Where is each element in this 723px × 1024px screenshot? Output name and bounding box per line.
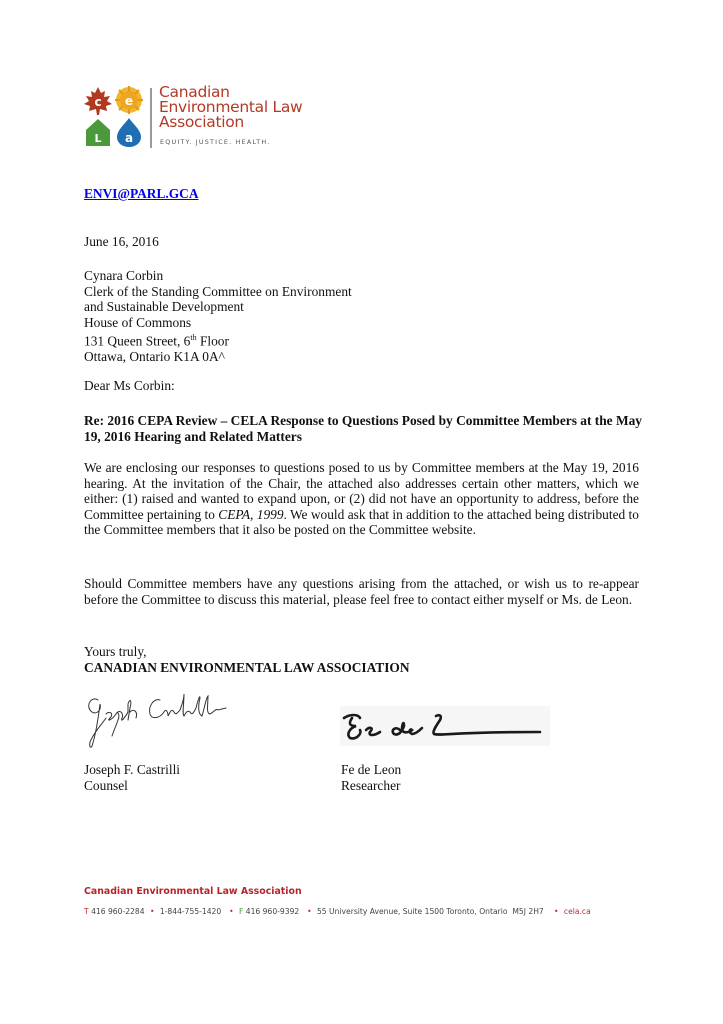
fax-label: F xyxy=(238,907,244,916)
phone-label: T xyxy=(84,907,89,916)
cela-logo xyxy=(84,83,324,152)
house-icon xyxy=(86,119,110,146)
recipient-city: Ottawa, Ontario K1A 0A^ xyxy=(84,349,225,365)
signature-castrilli xyxy=(84,690,254,752)
bullet-separator: • xyxy=(554,907,559,916)
bullet-separator: • xyxy=(149,907,155,916)
letter-date: June 16, 2016 xyxy=(84,234,159,249)
subject-line: Re: 2016 CEPA Review – CELA Response to Questions Posed by Committee Members at the May 19, 2016 Hearing and Related Matters xyxy=(84,413,642,444)
logo-line-1: Canadian xyxy=(159,83,230,101)
footer-fax: 416 960-9392 xyxy=(245,907,300,916)
recipient-org: House of Commons xyxy=(84,314,192,330)
footer-contact-line xyxy=(84,907,591,916)
logo-icons xyxy=(84,86,144,148)
signatory-title: Researcher xyxy=(341,777,401,793)
signatory-de-leon xyxy=(341,762,401,793)
footer-organization: Canadian Environmental Law Association xyxy=(84,886,302,897)
recipient-street: 131 Queen Street, 6th Floor xyxy=(84,333,229,349)
logo-wordmark xyxy=(159,85,302,130)
svg-text:a: a xyxy=(124,131,134,145)
signatory-name: Joseph F. Castrilli xyxy=(84,762,181,777)
logo-tagline: EQUITY. JUSTICE. HEALTH. xyxy=(160,138,271,146)
salutation: Dear Ms Corbin: xyxy=(84,378,175,393)
svg-text:L: L xyxy=(94,132,102,145)
signature-de-leon xyxy=(340,706,550,746)
logo-divider xyxy=(150,88,152,148)
recipient-title: Clerk of the Standing Committee on Environment xyxy=(84,283,352,299)
bullet-separator: • xyxy=(229,907,234,916)
closing: Yours truly, xyxy=(84,644,147,659)
footer-phone: 416 960-2284 xyxy=(91,907,145,916)
maple-leaf-icon xyxy=(84,87,112,115)
recipient-address xyxy=(84,268,352,365)
recipient-name: Cynara Corbin xyxy=(84,268,164,283)
footer-address: 55 University Avenue, Suite 1500 Toronto, Ontario M5J 2H7 xyxy=(316,907,544,916)
signatory-title: Counsel xyxy=(84,777,128,793)
signatory-castrilli xyxy=(84,762,180,793)
sun-icon xyxy=(115,86,143,114)
body-paragraph-2: Should Committee members have any questions arising from the attached, or wish us to re-appear before the Committee to discuss this material, please feel free to contact either myself or Ms. de Leon. xyxy=(84,576,639,607)
bullet-separator: • xyxy=(307,907,312,916)
svg-text:e: e xyxy=(124,94,134,108)
email-link[interactable]: ENVI@PARL.GCA xyxy=(84,186,199,201)
sender-organization: CANADIAN ENVIRONMENTAL LAW ASSOCIATION xyxy=(84,659,410,675)
footer-tollfree: 1-844-755-1420 xyxy=(159,907,222,916)
water-drop-icon xyxy=(117,118,141,147)
recipient-title-cont: and Sustainable Development xyxy=(84,299,244,315)
body-paragraph-1: We are enclosing our responses to questions posed to us by Committee members at the May 19, 2016 hearing. At the invitation of the Chair, the attached also addresses certain other matters, which we either: (1) raised and wanted to expand upon, or (2) did not have an opportunity to address, before the Committee pertaining to CEPA, 1999. We would ask that in addition to the attached being distributed to the Committee members that it also be posted on the Committee website. xyxy=(84,460,639,538)
logo-line-3: Association xyxy=(159,113,244,131)
signatory-name: Fe de Leon xyxy=(341,762,402,777)
svg-text:c: c xyxy=(94,95,102,109)
footer-website-link[interactable]: cela.ca xyxy=(563,907,591,916)
logo-line-2: Environmental Law xyxy=(159,98,303,116)
closing-block xyxy=(84,644,410,675)
